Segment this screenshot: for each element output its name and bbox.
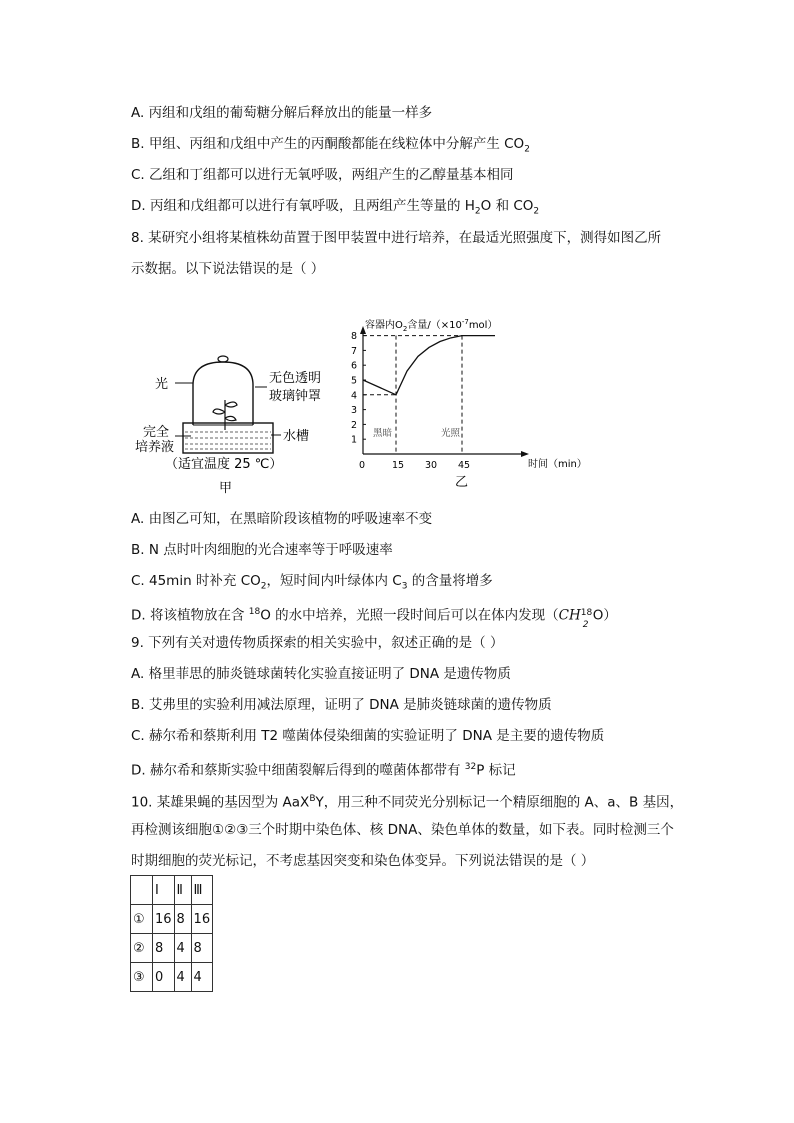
region-dark-label: 黑暗 (373, 428, 393, 439)
table-cell: ① (131, 905, 153, 934)
table-row (131, 934, 213, 963)
label-light: 光 (155, 377, 169, 392)
y-tick-label: 4 (351, 390, 358, 402)
q8-option-d: D. 将该植物放在含 $^{18}$O 的水中培养，光照一段时间后可以在体内发现（CH 18 2 O） (131, 607, 617, 630)
q8-stem-line2: 示数据。以下说法错误的是（ ） (131, 261, 325, 277)
y-tick-label: 5 (351, 375, 358, 387)
caption-yi: 乙 (455, 475, 469, 490)
q10-table (130, 875, 213, 992)
q8-stem-line1: 8. 某研究小组将某植株幼苗置于图甲装置中进行培养，在最适光照强度下，测得如图乙所 (131, 230, 662, 246)
label-dome-1: 无色透明 (269, 371, 322, 386)
o2-curve (363, 336, 495, 395)
q8-option-a: A. 由图乙可知，在黑暗阶段该植物的呼吸速率不变 (131, 511, 433, 527)
table-cell: ② (131, 934, 153, 963)
q9-stem: 9. 下列有关对遗传物质探索的相关实验中，叙述正确的是（ ） (131, 635, 504, 651)
q8-option-c: C. 45min 时补充 $CO_2$，短时间内叶绿体内 $C_3$ 的含量将增多 (131, 573, 493, 592)
table-cell: 4 (174, 934, 191, 963)
y-tick-label: 6 (351, 360, 358, 372)
y-tick-label: 3 (351, 405, 358, 417)
label-temp: （适宜温度 25 ℃） (165, 457, 283, 472)
table-header-row (131, 876, 213, 905)
x-tick-label: 15 (392, 460, 405, 471)
q7-option-a: A. 丙组和戊组的葡萄糖分解后释放出的能量一样多 (131, 105, 433, 121)
table-cell: 4 (174, 963, 191, 992)
table-cell: 4 (191, 963, 213, 992)
table-row (131, 963, 213, 992)
table-cell: Ⅰ (153, 876, 175, 905)
table-cell: 16 (191, 905, 213, 934)
q9-option-a: A. 格里菲思的肺炎链球菌转化实验直接证明了 DNA 是遗传物质 (131, 666, 511, 682)
q10-stem-line2: 再检测该细胞①②③三个时期中染色体、核 DNA、染色单体的数量，如下表。同时检测三个 (131, 822, 674, 838)
q10-stem-line3: 时期细胞的荧光标记，不考虑基因突变和染色体变异。下列说法错误的是（ ） (131, 853, 595, 869)
q7-option-d: D. 丙组和戊组都可以进行有氧呼吸，且两组产生等量的 $H_2O$ 和 $CO_2$ (131, 198, 540, 217)
q8-option-b: B. N 点时叶肉细胞的光合速率等于呼吸速率 (131, 542, 393, 558)
x-tick-label: 0 (359, 460, 366, 471)
y-tick-label: 7 (351, 345, 358, 357)
label-solution-1: 完全 (143, 425, 170, 440)
chart-xlabel: 时间（min） (528, 459, 587, 470)
x-tick-label: 30 (425, 460, 438, 471)
y-tick-label: 2 (351, 419, 358, 431)
table-cell (131, 876, 153, 905)
table-cell: 8 (153, 934, 175, 963)
chart-ylabel: 容器内$O_2$含量$/(\times 10^{-7}mol)$ (365, 318, 498, 333)
table-cell: 8 (191, 934, 213, 963)
y-tick-label: 8 (351, 331, 358, 343)
region-light-label: 光照 (441, 428, 461, 439)
table-cell: 8 (174, 905, 191, 934)
q9-option-c: C. 赫尔希和蔡斯利用 T2 噬菌体侵染细菌的实验证明了 DNA 是主要的遗传物质 (131, 728, 605, 744)
q9-option-b: B. 艾弗里的实验利用减法原理，证明了 DNA 是肺炎链球菌的遗传物质 (131, 697, 552, 713)
q7-option-c: C. 乙组和丁组都可以进行无氧呼吸，两组产生的乙醇量基本相同 (131, 167, 514, 183)
label-dome-2: 玻璃钟罩 (269, 389, 322, 404)
q10-stem-line1: 10. 某雄果蝇的基因型为 AaX$^B$Y，用三种不同荧光分别标记一个精原细胞的 A、a、B 基因， (131, 794, 684, 811)
table-cell: Ⅱ (174, 876, 191, 905)
y-tick-label: 1 (351, 434, 358, 446)
q9-option-d: D. 赫尔希和蔡斯实验中细菌裂解后得到的噬菌体都带有 $^{32}$P 标记 (131, 762, 516, 779)
table-cell: ③ (131, 963, 153, 992)
table-cell: 16 (153, 905, 175, 934)
table-cell: 0 (153, 963, 175, 992)
dome-knob (218, 356, 228, 362)
q7-option-b: B. 甲组、丙组和戊组中产生的丙酮酸都能在线粒体中分解产生 $CO_2$ (131, 136, 530, 155)
o2-chart (335, 312, 595, 492)
x-tick-label: 45 (458, 460, 471, 471)
table-cell: Ⅲ (191, 876, 213, 905)
glass-dome (193, 362, 253, 425)
label-solution-2: 培养液 (135, 440, 175, 455)
table-row (131, 905, 213, 934)
label-tank: 水槽 (283, 429, 310, 444)
x-axis-arrow (521, 451, 529, 457)
figure-apparatus (135, 350, 335, 500)
caption-jia: 甲 (219, 481, 233, 496)
